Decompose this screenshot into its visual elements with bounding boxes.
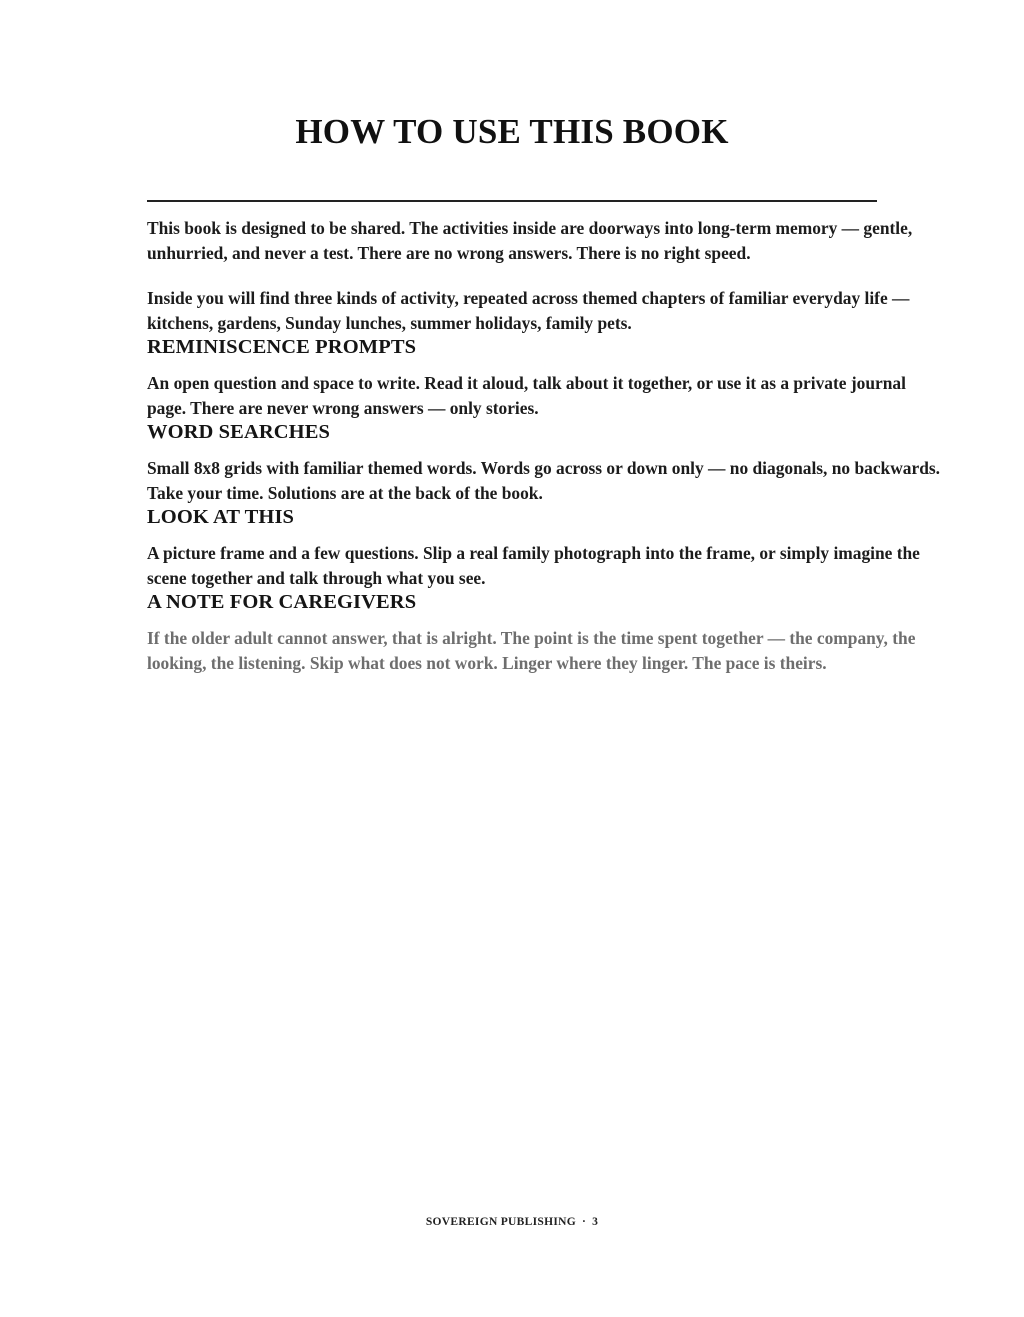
section-text-word-searches: Small 8x8 grids with familiar themed words. Words go across or down only — no diagonals, no backwards. Take your time. Solutions are at the back of the book. <box>147 458 940 503</box>
footer-publisher: SOVEREIGN PUBLISHING <box>425 1216 576 1228</box>
caregivers-note-text: If the older adult cannot answer, that is alright. The point is the time spent together — the company, the looking, the listening. Skip what does not work. Linger where they linger. The pace is theirs. <box>147 628 916 673</box>
intro-paragraph-2: Inside you will find three kinds of activity, repeated across themed chapters of familiar everyday life — kitchens, gardens, Sunday lunches, summer holidays, family pets. <box>147 288 910 333</box>
page-content <box>147 216 947 676</box>
section-heading-word-searches: WORD SEARCHES <box>147 421 330 443</box>
section-heading-reminiscence-prompts: REMINISCENCE PROMPTS <box>147 336 417 358</box>
title-divider <box>147 200 877 202</box>
page-title: HOW TO USE THIS BOOK <box>295 112 729 151</box>
footer-separator: · <box>581 1216 587 1228</box>
intro-paragraph-1: This book is designed to be shared. The activities inside are doorways into long-term memory — gentle, unhurried, and never a test. There are no wrong answers. There is no right speed. <box>147 218 913 263</box>
section-heading-look-at-this: LOOK AT THIS <box>147 506 295 528</box>
section-text-reminiscence-prompts: An open question and space to write. Read it aloud, talk about it together, or use it as a private journal page. There are never wrong answers — only stories. <box>147 373 906 418</box>
section-heading-caregivers-note: A NOTE FOR CAREGIVERS <box>147 591 417 613</box>
page-footer <box>0 1216 1024 1228</box>
page-number: 3 <box>592 1216 599 1228</box>
section-text-look-at-this: A picture frame and a few questions. Slip a real family photograph into the frame, or simply imagine the scene together and talk through what you see. <box>147 543 920 588</box>
